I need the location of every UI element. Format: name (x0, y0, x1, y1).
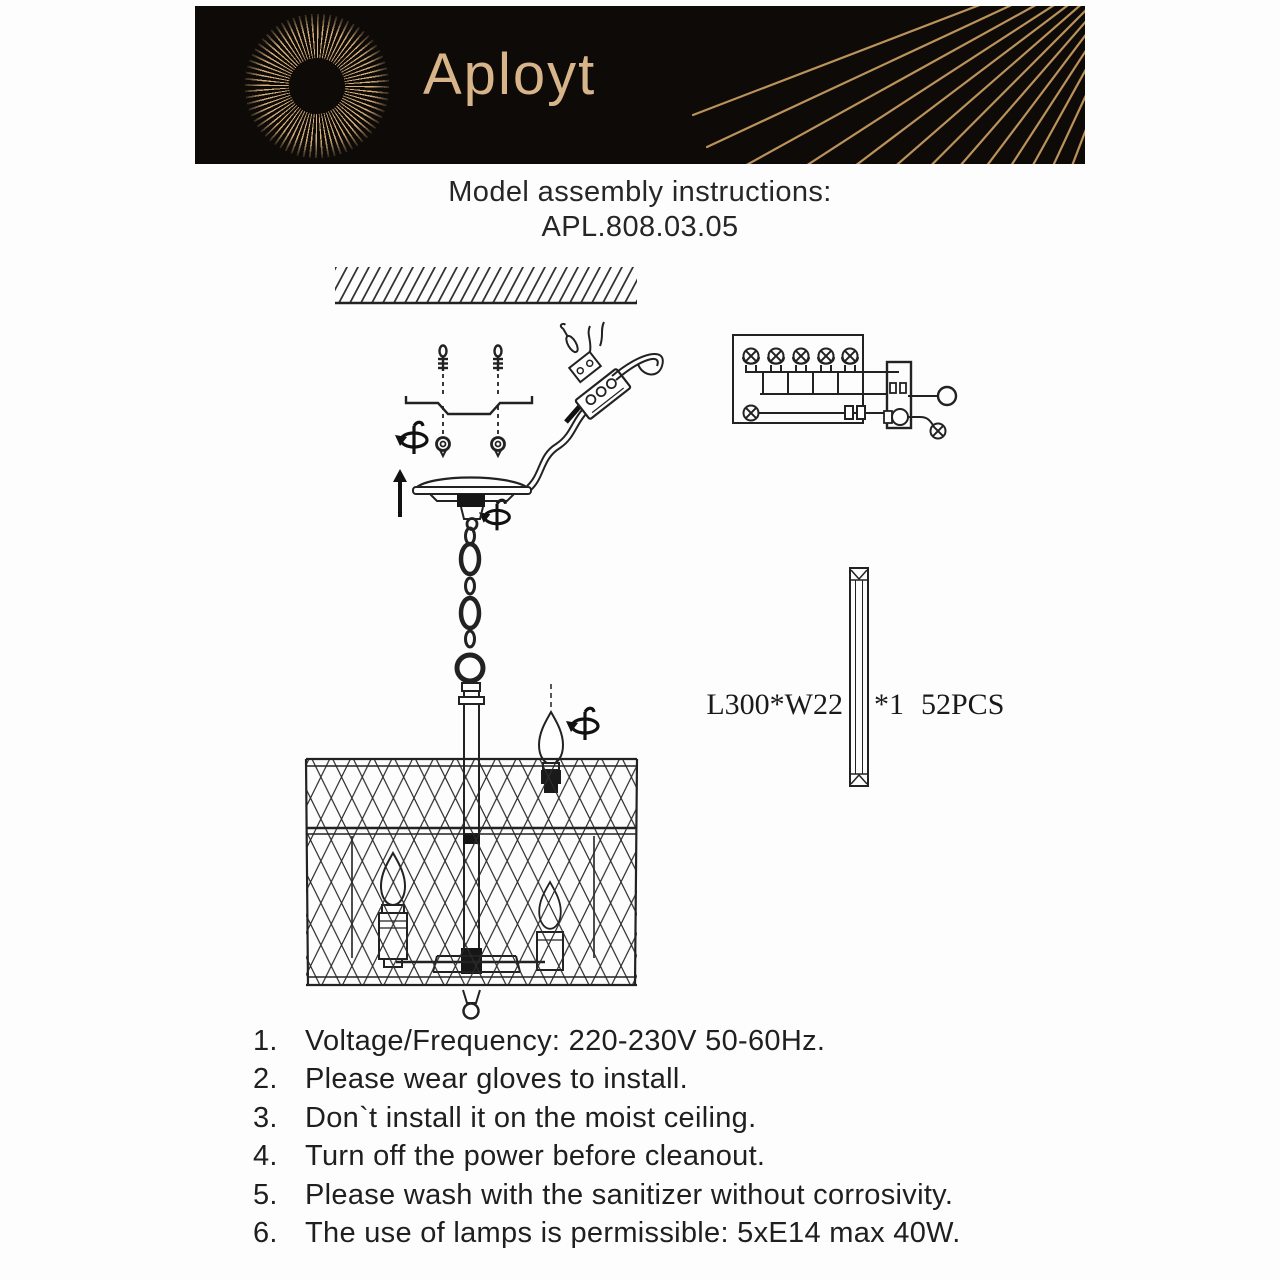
up-arrow-icon (393, 469, 407, 517)
item-text: Please wash with the sanitizer without corrosivity. (305, 1178, 954, 1211)
mounting-bracket (406, 396, 532, 414)
corner-rays-decoration (195, 6, 1085, 164)
list-item (253, 1060, 1113, 1098)
item-number: 4. (253, 1140, 278, 1173)
list-item (253, 1214, 1113, 1252)
item-text: Turn off the power before cleanout. (305, 1140, 766, 1173)
rotate-arrow-icon (395, 422, 427, 454)
drum-shade-mesh (306, 760, 637, 984)
instruction-list (253, 1022, 1113, 1252)
brand-banner (195, 6, 1085, 164)
rod-count-label: *1 (874, 688, 904, 721)
list-item (253, 1137, 1113, 1175)
item-number: 2. (253, 1063, 278, 1096)
item-number: 6. (253, 1217, 278, 1250)
switch-circle (938, 387, 956, 405)
list-item (253, 1176, 1113, 1214)
item-text: Don`t install it on the moist ceiling. (305, 1101, 757, 1134)
hanging-ring (457, 655, 483, 681)
list-item (253, 1022, 1113, 1060)
model-number: APL.808.03.05 (541, 211, 739, 243)
title-block (0, 175, 1280, 245)
rotate-arrow-icon (566, 708, 598, 740)
assembly-diagram (0, 250, 1280, 1030)
item-number: 3. (253, 1101, 278, 1134)
item-text: The use of lamps is permissible: 5xE14 max 40W. (305, 1217, 961, 1250)
item-number: 1. (253, 1025, 278, 1057)
doc-title: Model assembly instructions: (448, 176, 832, 208)
rod-pcs-label: 52PCS (921, 688, 1005, 721)
crystal-rod (850, 568, 868, 786)
wire-connector (527, 322, 663, 490)
finial-ball (464, 1004, 479, 1019)
item-number: 5. (253, 1178, 278, 1211)
wiring-diagram (733, 335, 956, 439)
list-item (253, 1099, 1113, 1137)
item-text: Please wear gloves to install. (305, 1063, 688, 1096)
rod-dimension-label: L300*W22 (706, 688, 843, 721)
item-text: Voltage/Frequency: 220-230V 50-60Hz. (305, 1025, 826, 1057)
mounting-hardware (406, 346, 532, 457)
hanging-chain (457, 528, 484, 760)
ceiling-hatch (335, 267, 637, 303)
brand-name: Aployt (423, 42, 597, 107)
ceiling-canopy (413, 478, 531, 530)
